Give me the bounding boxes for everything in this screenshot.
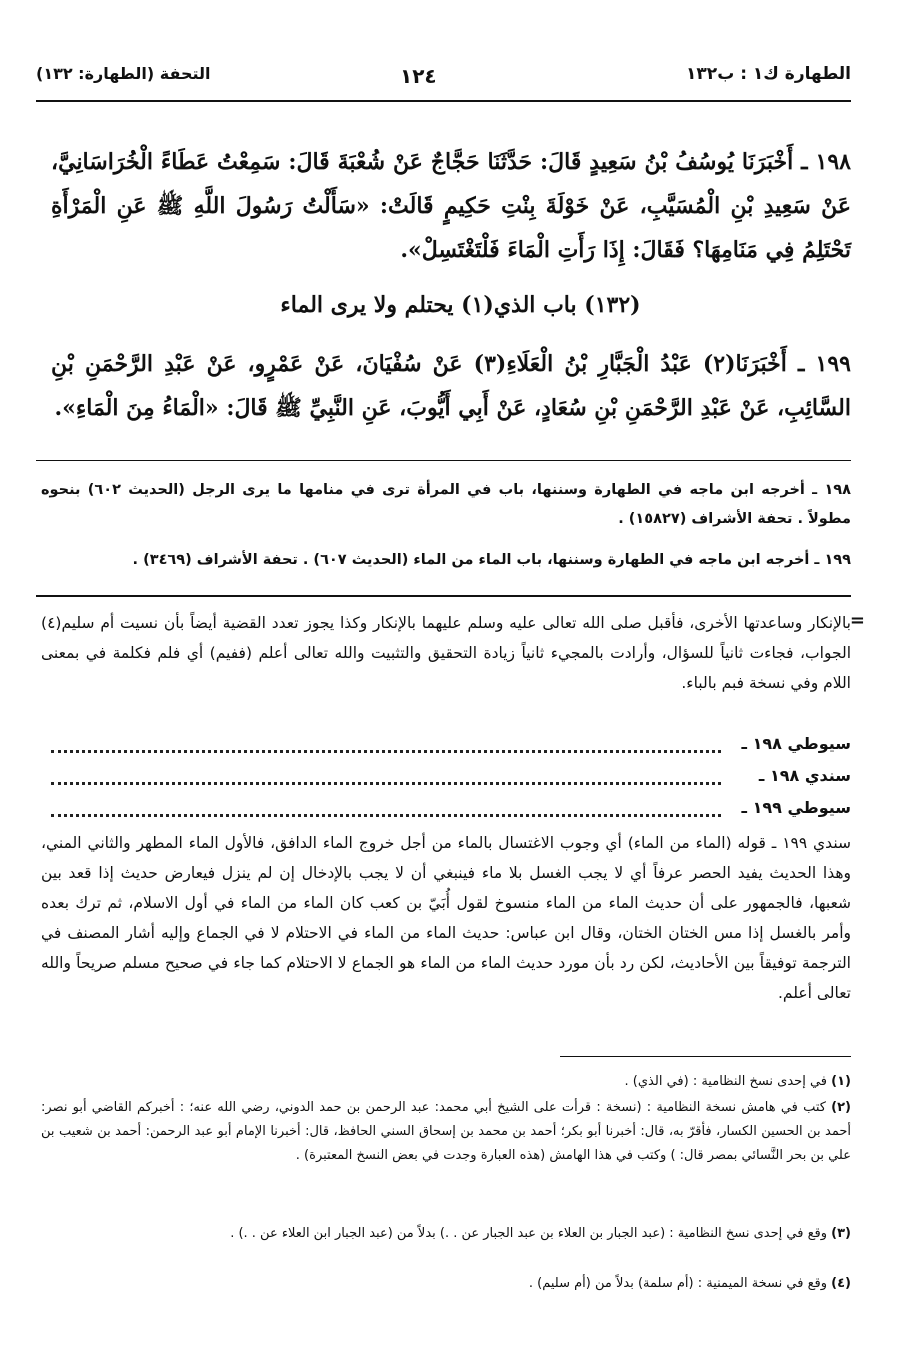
footnote-text: وقع في إحدى نسخ النظامية : (عبد الجبار بن العلاء بن عبد الجبار عن . .) بدلاً من (عبد الجبار ابن العلاء عن . .) .	[230, 1226, 828, 1241]
dotted-leader	[51, 782, 721, 785]
header-tuhfa-ref: التحفة (الطهارة: ١٣٢)	[36, 64, 211, 83]
suyuti-199-line	[41, 796, 851, 826]
hadith-199: ١٩٩ ـ أَخْبَرَنَا(٢) عَبْدُ الْجَبَّارِ بْنُ الْعَلَاءِ(٣) عَنْ سُفْيَانَ، عَنْ عَمْرٍو، عَنْ عَبْدِ الرَّحْمَنِ بْنِ السَّائِبِ، عَنْ عَبْدِ الرَّحْمَنِ بْنِ سُعَادٍ، عَنْ أَبِي أَيُّوبَ، عَنِ النَّبِيِّ ﷺ قَالَ: «الْمَاءُ مِنَ الْمَاءِ».	[51, 351, 851, 421]
hadith-198: ١٩٨ ـ أَخْبَرَنَا يُوسُفُ بْنُ سَعِيدٍ قَالَ: حَدَّثَنَا حَجَّاجٌ عَنْ شُعْبَةَ قَالَ: سَمِعْتُ عَطَاءً الْخُرَاسَانِيَّ، عَنْ سَعِيدِ بْنِ الْمُسَيَّبِ، عَنْ خَوْلَةَ بِنْتِ حَكِيمٍ قَالَتْ: «سَأَلْتُ رَسُولَ اللَّهِ ﷺ عَنِ الْمَرْأَةِ تَحْتَلِمُ فِي مَنَامِهَا؟ فَقَالَ: إِذَا رَأَتِ الْمَاءَ فَلْتَغْتَسِلْ».	[51, 149, 851, 263]
commentary-continuation: بالإنكار وساعدتها الأخرى، فأقبل صلى الله تعالى عليه وسلم عليهما بالإنكار وكذا يجوز تعدد القضية أيضاً بأن نسيت أم سليم(٤) الجواب، فجاءت ثانياً للسؤال، وأرادت بالمجيء ثانياً زيادة التحقيق والتثبيت والله تعالى أعلم (ففيم) أي فلم فكلمة في بمعنى اللام وفي نسخة فبم بالباء.	[41, 614, 851, 692]
footnote-3	[41, 1222, 851, 1246]
takhrij-198: ١٩٨ ـ أخرجه ابن ماجه في الطهارة وسننها، باب في المرأة ترى في منامها ما يرى الرجل (الحديث ٦٠٢) بنحوه مطولاً . تحفة الأشراف (١٥٨٢٧) .	[41, 482, 851, 527]
footnote-text: كتب في هامش نسخة النظامية : (نسخة : قرأت على الشيخ أبي محمد: عبد الرحمن بن حمد الدوني، رضي الله عنه؛ : أخبركم القاضي أبو نصر: أحمد بن الحسين الكسار، فأقرّ به، قال: أخبرنا أبو بكر؛ أحمد بن محمد بن إسحاق السني الحافظ، قال: أخبرنا الإمام أبو عبد الرحمن: أحمد بن شعيب بن علي بن بحر النَّسائي بمصر قال: ) وكتب في هذا الهامش (هذه العبارة وجدت في بعض النسخ المعتبرة) .	[41, 1100, 851, 1163]
footnotes-rule	[560, 1056, 851, 1057]
takhrij-rule	[36, 460, 851, 461]
footnote-1	[41, 1070, 851, 1094]
takhrij-199: ١٩٩ ـ أخرجه ابن ماجه في الطهارة وسننها، باب الماء من الماء (الحديث ٦٠٧) . تحفة الأشراف (٣٤٦٩) .	[132, 552, 851, 568]
sindi-198-line	[41, 764, 851, 794]
header-rule	[36, 100, 851, 102]
page-number: ١٢٤	[400, 64, 437, 88]
dotted-leader	[51, 750, 721, 753]
footnote-text: في إحدى نسخ النظامية : (في الذي) .	[624, 1074, 828, 1089]
margin-mark: =	[849, 610, 865, 631]
footnote-text: وقع في نسخة الميمنية : (أم سلمة) بدلاً من (أم سليم) .	[528, 1276, 828, 1291]
sindi-198-label: سندي ١٩٨ ـ	[758, 766, 851, 785]
footnote-number: (١)	[831, 1074, 851, 1089]
commentary-rule	[36, 595, 851, 597]
suyuti-198-label: سيوطي ١٩٨ ـ	[741, 734, 851, 753]
footnote-number: (٣)	[831, 1226, 851, 1241]
suyuti-199-label: سيوطي ١٩٩ ـ	[741, 798, 851, 817]
sindi-199-commentary: سندي ١٩٩ ـ قوله (الماء من الماء) أي وجوب الاغتسال بالماء من أجل خروج الماء الدافق، فالأول الماء المطهر والثاني المني، وهذا الحديث يفيد الحصر عرفاً أي لا يجب الغسل بلا ماء فينبغي أن لا يجب بالإدخال إن لم ينزل فيعارض حديث إذا قعد بين شعبها، فالجمهور على أن حديث الماء من الماء منسوخ لقول أُبَيّ بن كعب كان الماء من الماء في أول الاسلام، ثم ترك بعده وأمر بالغسل إذا مس الختان الختان، وقال ابن عباس: حديث الماء من الماء في الاحتلام لا في الجماع وإليه أشار المصنف في الترجمة توفيقاً بين الأحاديث، لكن رد بأن مورد حديث الماء من الماء هو الجماع لا الاحتلام كما جاء في صحيح مسلم صريحاً والله تعالى أعلم.	[41, 834, 851, 1002]
footnote-number: (٤)	[831, 1276, 851, 1291]
footnote-4	[41, 1272, 851, 1296]
header-chapter-ref: الطهارة ك١ : ب١٣٢	[686, 64, 851, 84]
chapter-title: (١٣٢) باب الذي(١) يحتلم ولا يرى الماء	[280, 292, 641, 318]
dotted-leader	[51, 814, 721, 817]
footnote-number: (٢)	[831, 1100, 851, 1115]
footnote-2	[41, 1096, 851, 1168]
suyuti-198-line	[41, 732, 851, 762]
